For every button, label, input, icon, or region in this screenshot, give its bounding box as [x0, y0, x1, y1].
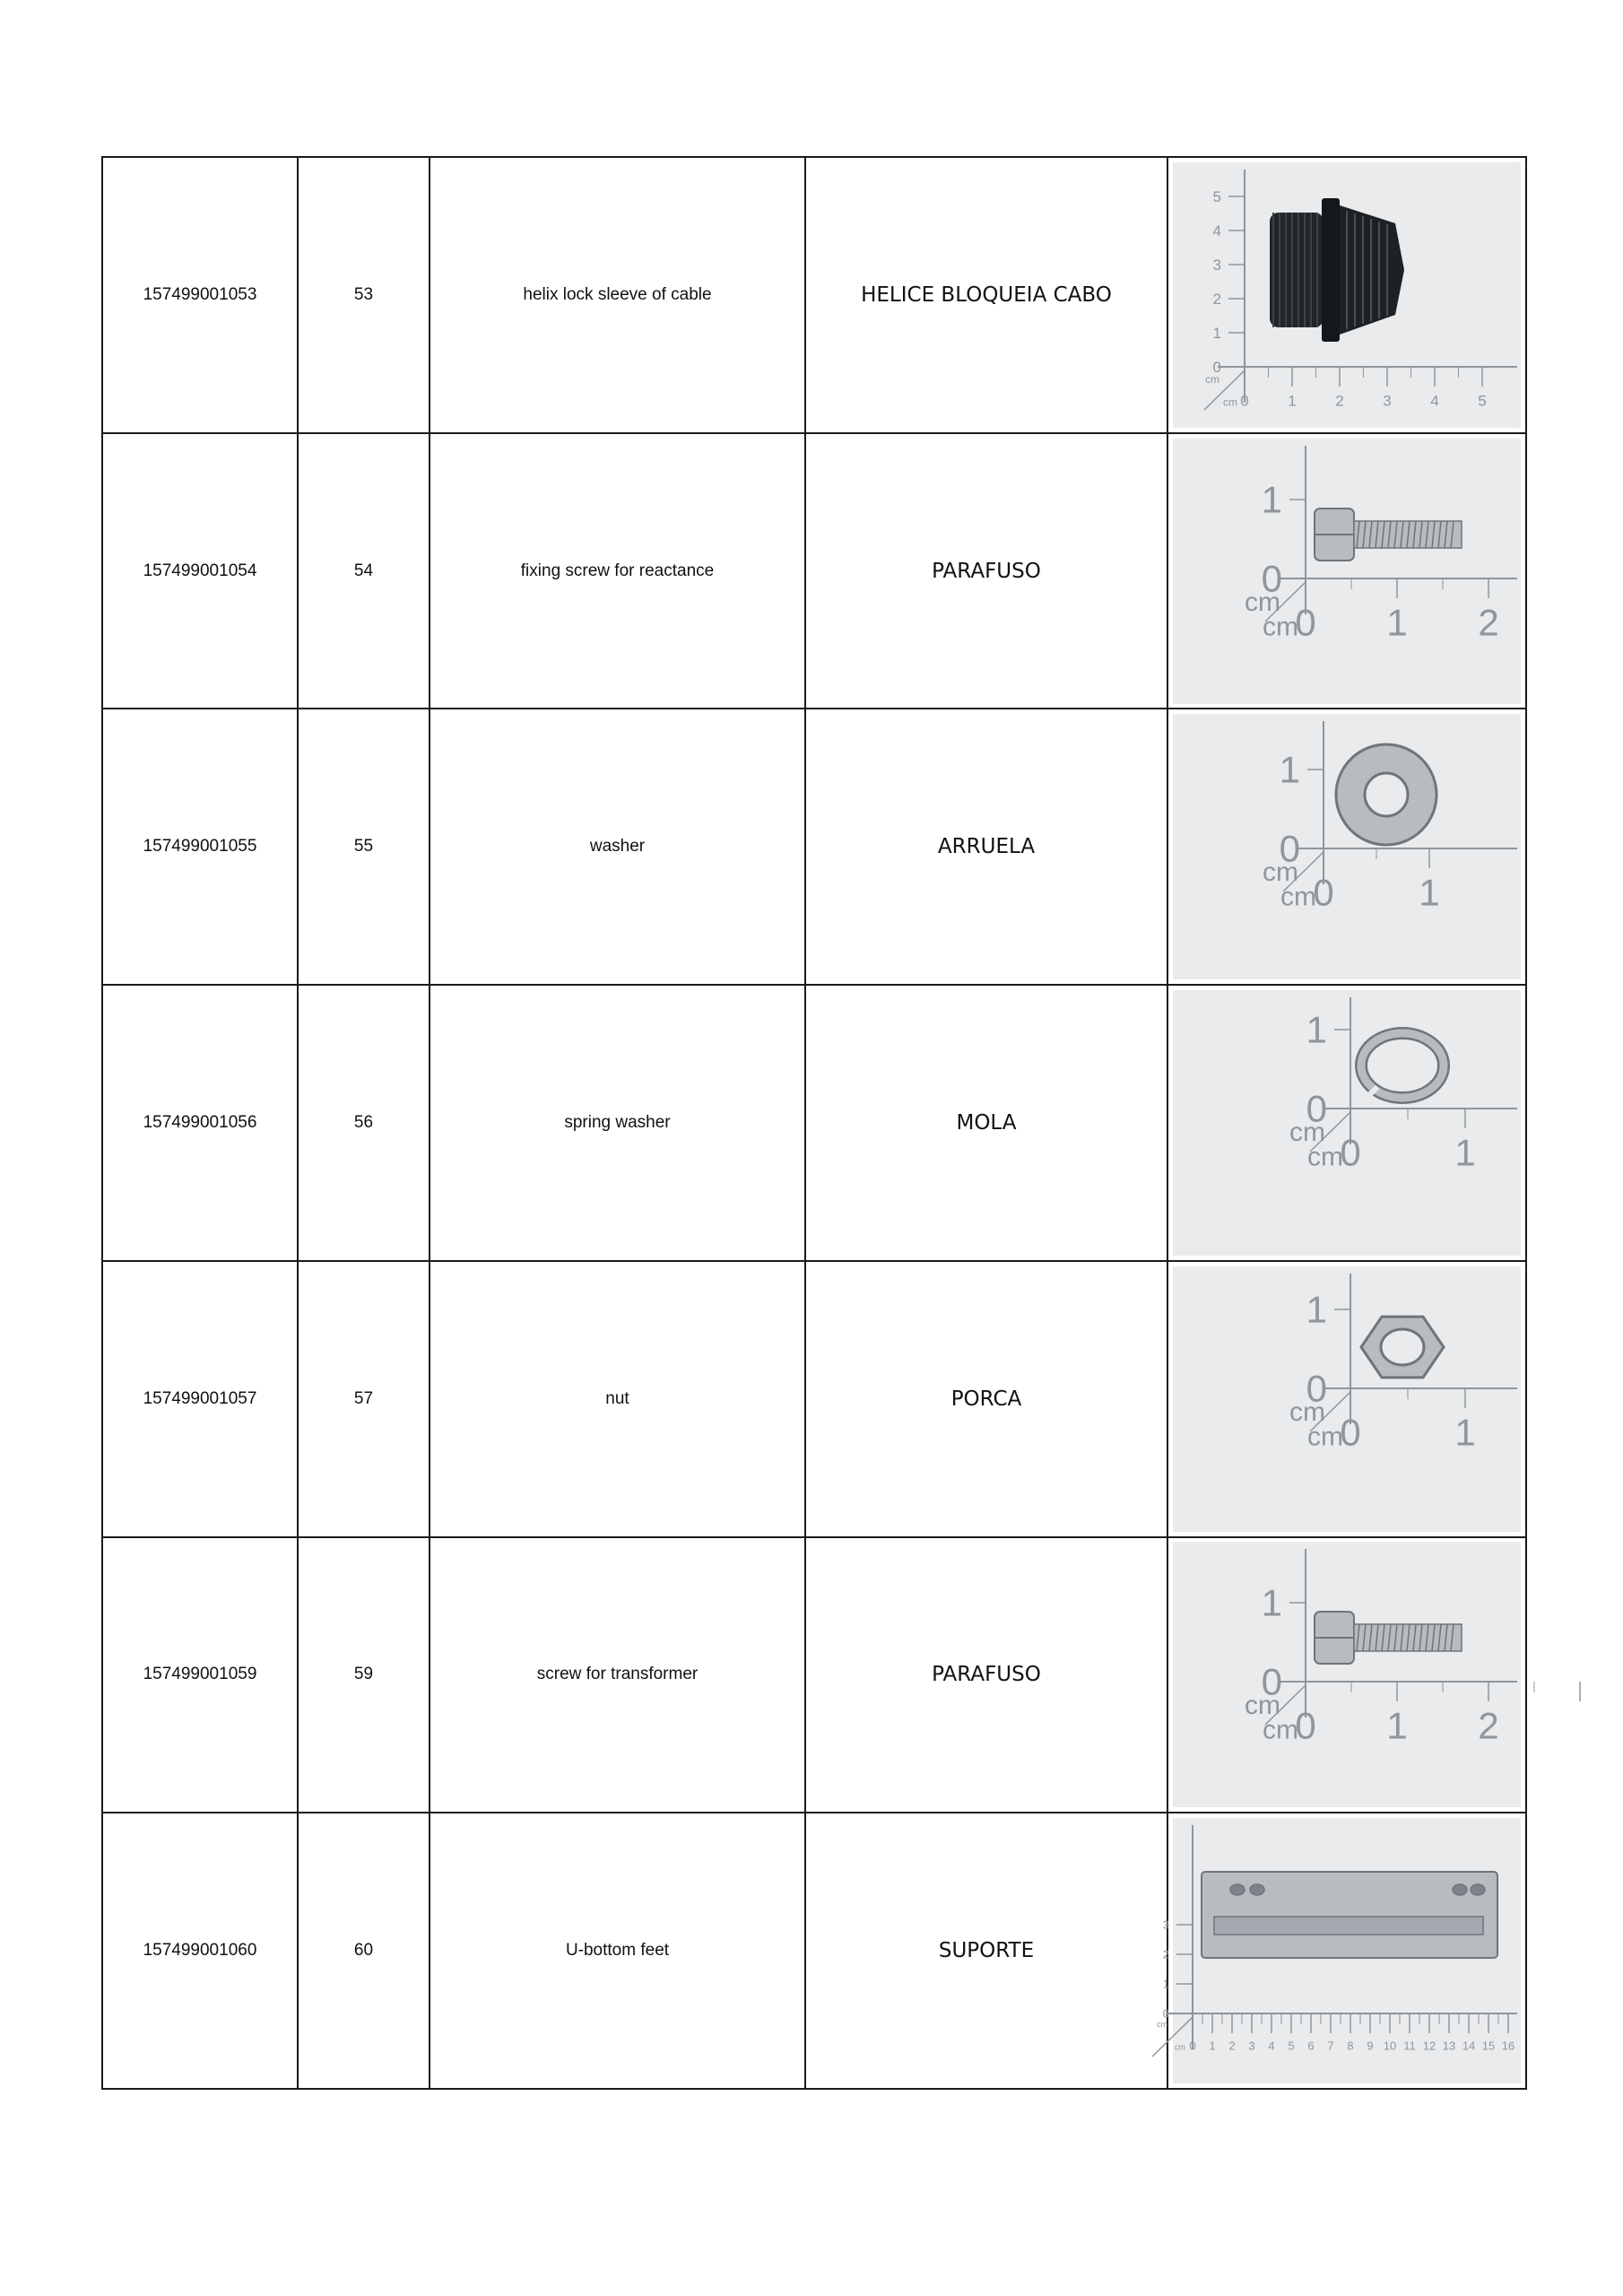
scale-x-tick-label: 0: [1295, 601, 1316, 644]
bracket-channel: [1214, 1917, 1483, 1935]
scale-unit-label-y: cm: [1157, 2020, 1167, 2030]
scale-y-tick-label: 0: [1261, 1661, 1282, 1704]
bracket-body: [1202, 1872, 1497, 1958]
scale-y-tick-label: 1: [1261, 1582, 1282, 1625]
position-number-cell: 56: [298, 985, 430, 1261]
u-bracket-photo: [1157, 1818, 1521, 2083]
photo-background: [1173, 1542, 1521, 1807]
hex-nut-photo: [1173, 1266, 1521, 1532]
part-photo-cell: [1167, 1261, 1526, 1537]
scale-x-tick-label: 3: [1383, 392, 1392, 410]
cable-gland-photo: [1173, 162, 1521, 428]
scale-x-tick-label: 2: [1478, 1704, 1499, 1747]
scale-y-tick-label: 2: [1162, 1947, 1169, 1961]
scale-y-tick-label: 0: [1162, 2006, 1169, 2021]
part-code-cell: 157499001056: [102, 985, 298, 1261]
position-number-cell: 54: [298, 433, 430, 709]
scale-y-tick-label: 0: [1212, 358, 1221, 376]
gland-hex: [1322, 198, 1340, 342]
position-number-cell: 59: [298, 1537, 430, 1813]
scale-x-tick-label: 1: [1386, 1704, 1408, 1747]
nut-hole: [1381, 1329, 1424, 1365]
description-pt-cell: PARAFUSO: [805, 1537, 1167, 1813]
scale-unit-label-y: cm: [1289, 1396, 1325, 1427]
scale-y-tick-label: 3: [1212, 256, 1221, 274]
scale-y-tick-label: 0: [1279, 827, 1300, 870]
table-row: [102, 709, 1526, 985]
scale-x-tick-label: 10: [1383, 2039, 1397, 2053]
scale-y-tick-label: 2: [1212, 290, 1221, 308]
description-pt-cell: ARRUELA: [805, 709, 1167, 985]
scale-x-tick-label: 14: [1462, 2039, 1476, 2053]
scale-unit-label-x: cm: [1263, 1715, 1298, 1745]
table-row: [102, 985, 1526, 1261]
parts-table-body: [102, 157, 1526, 2089]
scale-x-tick-label: 1: [1454, 1411, 1476, 1454]
scale-x-tick-label: 7: [1327, 2039, 1334, 2053]
position-number-cell: 53: [298, 157, 430, 433]
scale-unit-label-y: cm: [1245, 587, 1280, 617]
bracket-hole: [1230, 1884, 1245, 1895]
scale-unit-label-y: cm: [1263, 857, 1298, 888]
scale-unit-label-x: cm: [1263, 612, 1298, 642]
description-pt-cell: HELICE BLOQUEIA CABO: [805, 157, 1167, 433]
scale-x-tick-label: 16: [1501, 2039, 1515, 2053]
scale-x-tick-label: 4: [1268, 2039, 1275, 2053]
part-photo-cell: [1167, 433, 1526, 709]
description-en-cell: nut: [430, 1261, 805, 1537]
scale-x-tick-label: 6: [1307, 2039, 1315, 2053]
scale-unit-label-y: cm: [1245, 1691, 1280, 1721]
description-en-cell: spring washer: [430, 985, 805, 1261]
part-photo-cell: [1167, 985, 1526, 1261]
scale-unit-label-x: cm: [1307, 1422, 1343, 1452]
photo-background: [1173, 1266, 1521, 1532]
position-number-cell: 55: [298, 709, 430, 985]
photo-background: [1173, 439, 1521, 704]
description-en-cell: helix lock sleeve of cable: [430, 157, 805, 433]
scale-x-tick-label: 1: [1454, 1131, 1476, 1174]
part-code-cell: 157499001060: [102, 1813, 298, 2089]
scale-x-tick-label: 1: [1209, 2039, 1216, 2053]
table-row: [102, 157, 1526, 433]
scale-unit-label-y: cm: [1289, 1117, 1325, 1147]
scale-y-tick-label: 1: [1261, 478, 1282, 521]
description-pt-cell: MOLA: [805, 985, 1167, 1261]
scale-x-tick-label: 0: [1340, 1411, 1361, 1454]
gland-thread: [1270, 213, 1324, 327]
part-code-cell: 157499001053: [102, 157, 298, 433]
scale-x-tick-label: 13: [1442, 2039, 1456, 2053]
scale-x-tick-label: 1: [1419, 871, 1440, 914]
scale-x-tick-label: 0: [1313, 871, 1334, 914]
scale-x-tick-label: 1: [1288, 392, 1297, 410]
scale-unit-label-x: cm: [1175, 2042, 1185, 2052]
scale-y-tick-label: 1: [1306, 1288, 1327, 1331]
scale-y-tick-label: 4: [1212, 222, 1221, 239]
scale-y-tick-label: 5: [1212, 187, 1221, 205]
part-photo-cell: [1167, 709, 1526, 985]
part-photo-cell: [1167, 157, 1526, 433]
scale-x-tick-label: 12: [1422, 2039, 1436, 2053]
scale-x-tick-label: 1: [1386, 601, 1408, 644]
scale-x-tick-label: 5: [1288, 2039, 1295, 2053]
scale-y-tick-label: 1: [1162, 1977, 1169, 1991]
scale-x-tick-label: 11: [1403, 2039, 1416, 2053]
scale-x-tick-label: 0: [1295, 1704, 1316, 1747]
description-en-cell: washer: [430, 709, 805, 985]
scale-unit-label-x: cm: [1280, 882, 1316, 912]
table-row: [102, 1813, 1526, 2089]
scale-y-tick-label: 1: [1306, 1008, 1327, 1051]
bracket-hole: [1250, 1884, 1264, 1895]
position-number-cell: 60: [298, 1813, 430, 2089]
flat-washer-photo: [1173, 714, 1521, 979]
part-code-cell: 157499001059: [102, 1537, 298, 1813]
description-en-cell: screw for transformer: [430, 1537, 805, 1813]
part-object: [1336, 744, 1436, 845]
scale-y-tick-label: 0: [1306, 1367, 1327, 1410]
washer-hole: [1365, 773, 1408, 816]
table-row: [102, 1537, 1526, 1813]
hex-screw-photo: [1173, 439, 1521, 704]
bracket-hole: [1471, 1884, 1485, 1895]
scale-y-tick-label: 1: [1279, 748, 1300, 791]
scale-unit-label-x: cm: [1223, 396, 1237, 409]
hex-screw-photo: [1173, 1542, 1521, 1807]
description-pt-cell: SUPORTE: [805, 1813, 1167, 2089]
part-code-cell: 157499001057: [102, 1261, 298, 1537]
spring-washer-photo: [1173, 990, 1521, 1256]
scale-y-tick-label: 3: [1162, 1918, 1169, 1932]
scale-y-tick-label: 0: [1306, 1087, 1327, 1130]
scale-unit-label-y: cm: [1205, 372, 1219, 386]
part-code-cell: 157499001054: [102, 433, 298, 709]
table-row: [102, 433, 1526, 709]
description-en-cell: fixing screw for reactance: [430, 433, 805, 709]
position-number-cell: 57: [298, 1261, 430, 1537]
scale-x-tick-label: 4: [1430, 392, 1439, 410]
scale-x-tick-label: 0: [1189, 2039, 1196, 2053]
part-photo-cell: [1157, 1813, 1526, 2089]
scale-x-tick-label: 8: [1347, 2039, 1354, 2053]
bracket-hole: [1453, 1884, 1467, 1895]
description-en-cell: U-bottom feet: [430, 1813, 805, 2089]
part-object: [1202, 1872, 1497, 1958]
table-row: [102, 1261, 1526, 1537]
part-code-cell: 157499001055: [102, 709, 298, 985]
photo-background: [1173, 714, 1521, 979]
scale-x-tick-label: 5: [1478, 392, 1487, 410]
parts-table: [101, 156, 1527, 2090]
scale-x-tick-label: 3: [1248, 2039, 1255, 2053]
scale-x-tick-label: 2: [1228, 2039, 1236, 2053]
scale-y-tick-label: 0: [1261, 557, 1282, 600]
scale-x-tick-label: 9: [1367, 2039, 1374, 2053]
scale-y-tick-label: 1: [1212, 324, 1221, 342]
scale-x-tick-label: 0: [1340, 1131, 1361, 1174]
description-pt-cell: PARAFUSO: [805, 433, 1167, 709]
scale-x-tick-label: 2: [1335, 392, 1344, 410]
scale-x-tick-label: 2: [1478, 601, 1499, 644]
scale-unit-label-x: cm: [1307, 1142, 1343, 1172]
description-pt-cell: PORCA: [805, 1261, 1167, 1537]
scale-x-tick-label: 0: [1240, 392, 1249, 410]
part-photo-cell: [1167, 1537, 1526, 1813]
scale-x-tick-label: 15: [1481, 2039, 1496, 2053]
